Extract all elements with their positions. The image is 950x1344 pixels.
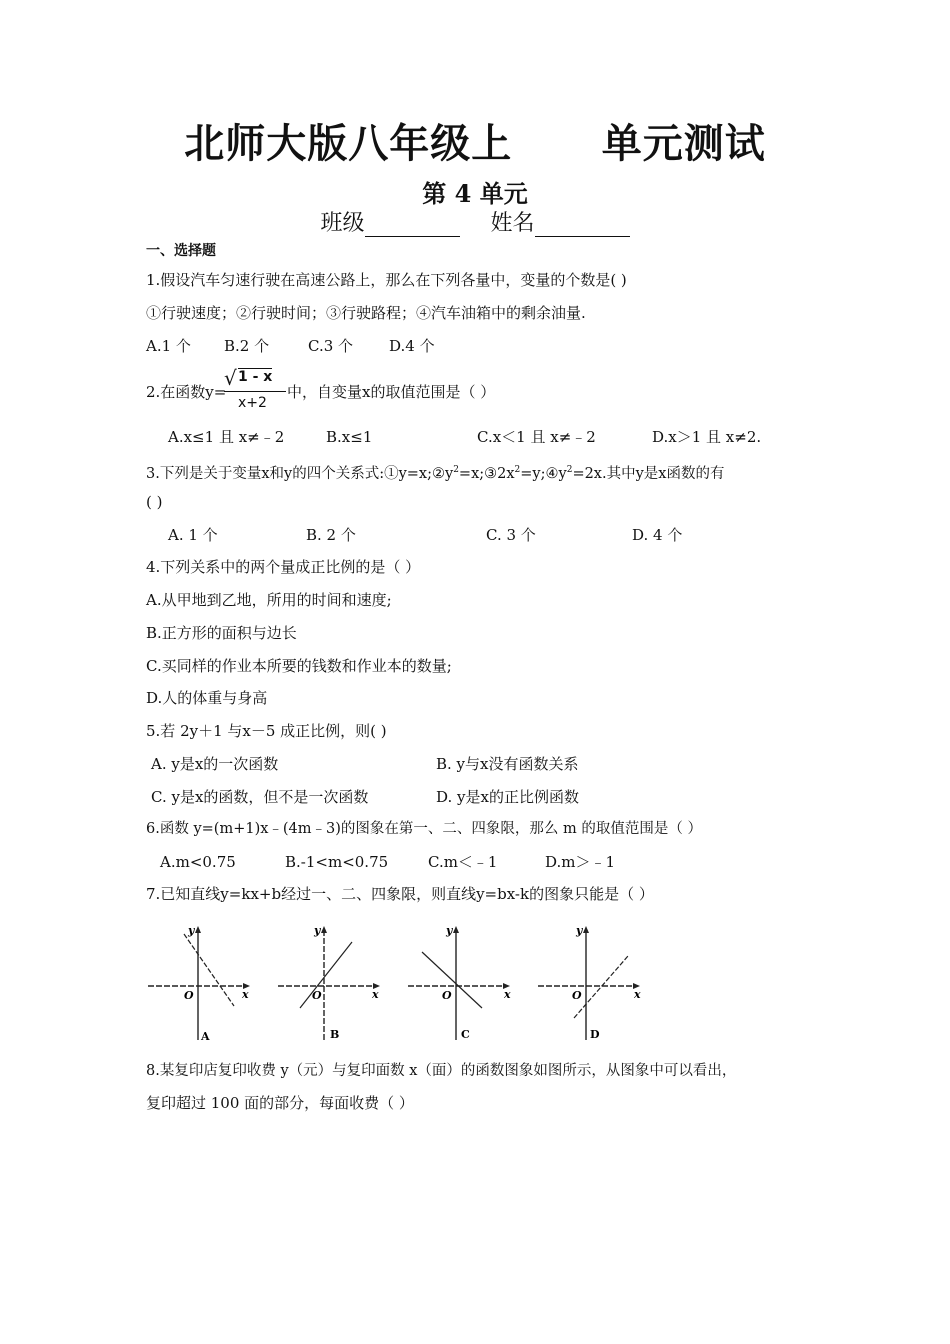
q3-option-d: D. 4 个	[632, 526, 683, 544]
name-blank	[535, 214, 630, 237]
function-line	[300, 942, 352, 1008]
q1-items: ①行驶速度；②行驶时间；③行驶路程；④汽车油箱中的剩余油量.	[146, 304, 586, 322]
graph-label-b: B	[330, 1028, 340, 1041]
section-heading: 一、选择题	[146, 243, 216, 259]
q1-option-c: C.3 个	[308, 337, 354, 355]
function-line	[574, 956, 628, 1018]
graph-option-d	[536, 922, 646, 1044]
graph-b-svg	[276, 922, 386, 1044]
q3-stem-part-d: =2x.其中y是x函数的有	[572, 465, 725, 482]
name-label: 姓名	[490, 211, 535, 236]
q5-stem: 5.若 2y＋1 与x－5 成正比例，则( )	[146, 722, 387, 740]
q1-stem: 1.假设汽车匀速行驶在高速公路上，那么在下列各量中，变量的个数是( )	[146, 271, 627, 289]
page-title	[0, 112, 950, 169]
class-name-line	[0, 206, 950, 237]
q5-option-a: A. y是x的一次函数	[151, 755, 279, 773]
title-left: 北师大版八年级上	[184, 121, 513, 167]
y-arrow-icon	[195, 926, 201, 933]
graph-label-d: D	[590, 1028, 600, 1041]
q3-sup-3: 2	[566, 465, 573, 475]
class-label: 班级	[320, 211, 365, 236]
graph-c-svg	[406, 922, 516, 1044]
q2-suffix: 中，自变量x的取值范围是（ ）	[287, 383, 496, 401]
sqrt-sign-icon: √	[224, 366, 237, 390]
graph-label-c: C	[461, 1028, 470, 1041]
q5-option-d: D. y是x的正比例函数	[436, 788, 579, 806]
q3-stem-part-b: =x;③2x	[458, 465, 515, 482]
q6-option-b: B.-1<m<0.75	[285, 853, 389, 871]
q2-option-c: C.x＜1 且 x≠﹣2	[477, 428, 596, 446]
q2-prefix: 2.在函数y=	[146, 383, 227, 401]
q4-stem: 4.下列关系中的两个量成正比例的是（ ）	[146, 558, 421, 576]
q2-denominator: x+2	[238, 395, 267, 411]
y-label: y	[188, 924, 195, 937]
q2-option-b: B.x≤1	[326, 428, 373, 446]
q3-sup-2: 2	[514, 465, 521, 475]
y-label: y	[314, 924, 321, 937]
q3-option-b: B. 2 个	[306, 526, 356, 544]
q1-option-d: D.4 个	[389, 337, 435, 355]
y-arrow-icon	[583, 926, 589, 933]
graph-label-a: A	[201, 1030, 210, 1043]
unit-subtitle: 第 4 单元	[422, 179, 528, 208]
x-label: x	[372, 988, 379, 1001]
graph-option-b	[276, 922, 386, 1044]
q2-option-a: A.x≤1 且 x≠﹣2	[168, 428, 285, 446]
q6-option-a: A.m<0.75	[160, 853, 236, 871]
q6-option-d: D.m＞﹣1	[545, 853, 616, 871]
q6-option-c: C.m＜﹣1	[428, 853, 498, 871]
fraction-bar	[224, 391, 286, 392]
origin-label: O	[184, 989, 194, 1002]
q3-stem-part-c: =y;④y	[520, 465, 567, 482]
q3-stem-part-a: 3.下列是关于变量x和y的四个关系式:①y=x;②y	[146, 465, 454, 482]
graph-a-svg	[146, 922, 256, 1044]
graph-d-svg	[536, 922, 646, 1044]
q5-option-c: C. y是x的函数，但不是一次函数	[151, 788, 369, 806]
q3-option-a: A. 1 个	[168, 526, 218, 544]
q4-option-c: C.买同样的作业本所要的钱数和作业本的数量;	[146, 657, 452, 675]
x-label: x	[504, 988, 511, 1001]
q7-stem: 7.已知直线y=kx+b经过一、二、四象限，则直线y=bx-k的图象只能是（ ）	[146, 885, 654, 903]
graph-option-c	[406, 922, 516, 1044]
title-right: 单元测试	[601, 121, 766, 167]
origin-label: O	[572, 989, 582, 1002]
y-arrow-icon	[453, 926, 459, 933]
q4-option-b: B.正方形的面积与边长	[146, 624, 297, 642]
class-blank	[365, 214, 460, 237]
q3-option-c: C. 3 个	[486, 526, 536, 544]
q6-stem: 6.函数 y=(m+1)x﹣(4m﹣3)的图象在第一、二、四象限，那么 m 的取值范围是（ ）	[146, 821, 702, 837]
q3-sup-1: 2	[453, 465, 459, 475]
q5-option-b: B. y与x没有函数关系	[436, 755, 579, 773]
q1-option-b: B.2 个	[224, 337, 270, 355]
q2-fraction	[224, 366, 286, 416]
q8-line-1: 8.某复印店复印收费 y（元）与复印面数 x（面）的函数图象如图所示，从图象中可以看出，	[146, 1063, 737, 1079]
origin-label: O	[442, 989, 452, 1002]
x-label: x	[634, 988, 641, 1001]
q2-option-d: D.x＞1 且 x≠2.	[652, 428, 762, 446]
y-arrow-icon	[321, 926, 327, 933]
graph-option-a	[146, 922, 256, 1044]
q2-numerator: 1 - x	[238, 369, 273, 385]
q8-line-2: 复印超过 100 面的部分，每面收费（ ）	[146, 1094, 414, 1112]
y-label: y	[576, 924, 583, 937]
origin-label: O	[312, 989, 322, 1002]
q4-option-d: D.人的体重与身高	[146, 689, 268, 707]
q1-option-a: A.1 个	[146, 337, 191, 355]
x-label: x	[242, 988, 249, 1001]
y-label: y	[446, 924, 453, 937]
function-line	[422, 952, 482, 1008]
q3-paren: ( )	[146, 493, 163, 511]
q3-stem	[146, 460, 724, 484]
q4-option-a: A.从甲地到乙地，所用的时间和速度;	[146, 591, 392, 609]
